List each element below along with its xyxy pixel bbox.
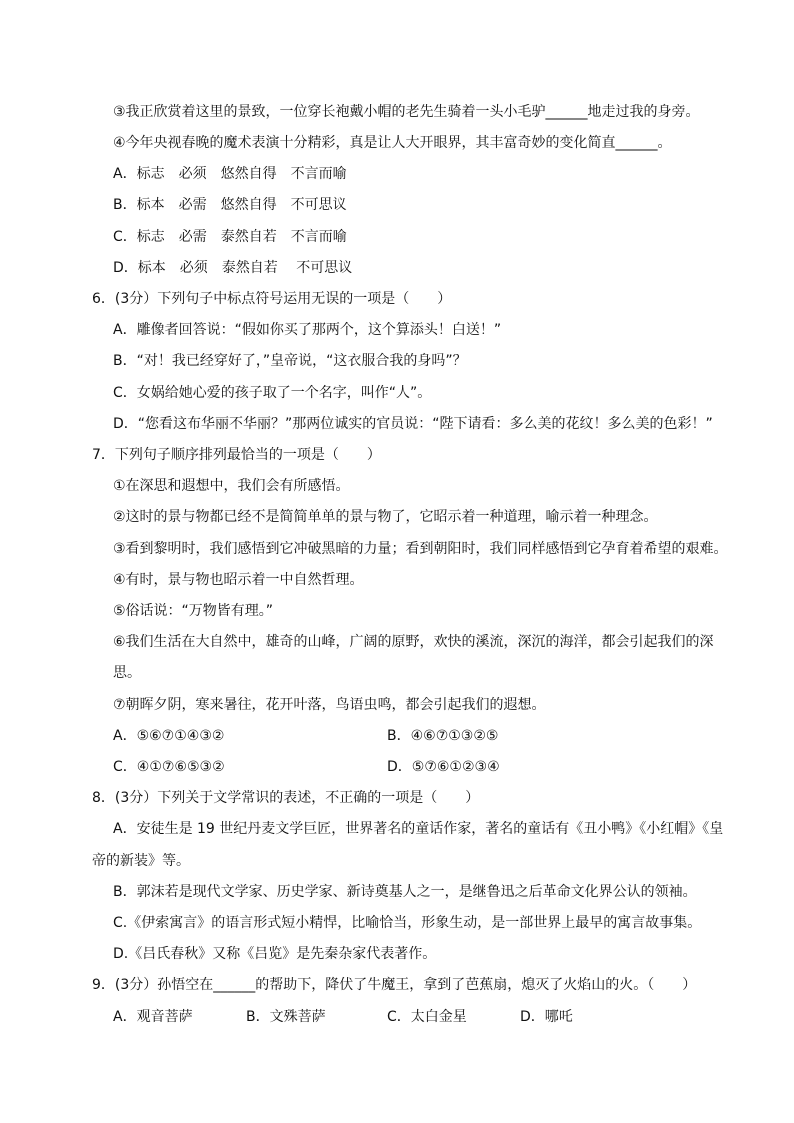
q7-sentence-2: ②这时的景与物都已经不是简简单单的景与物了，它昭示着一种道理，喻示着一种理念。 xyxy=(113,509,658,525)
q7-sentence-5: ⑤俗话说：“万物皆有理。” xyxy=(113,603,274,619)
q7-stem: 7．下列句子顺序排列最恰当的一项是（ ） xyxy=(92,447,381,463)
q7-option-a: A．⑤⑥⑦①④③② xyxy=(113,728,225,744)
q7-sentence-7: ⑦朝晖夕阴，寒来暑往，花开叶落，鸟语虫鸣，都会引起我们的遐想。 xyxy=(113,697,546,713)
q5-option-a: A．标志 必须 悠然自得 不言而喻 xyxy=(113,166,347,182)
q5-option-b: B．标本 必需 悠然自得 不可思议 xyxy=(113,197,347,213)
q6-option-a: A．雕像者回答说：“假如你买了那两个，这个算添头！白送！” xyxy=(113,322,502,338)
q5-sentence-3: ③我正欣赏着这里的景致，一位穿长袍戴小帽的老先生骑着一头小毛驴______地走过我的身旁。 xyxy=(113,104,700,120)
q5-option-c: C．标志 必需 泰然自若 不言而喻 xyxy=(113,229,347,245)
q7-sentence-4: ④有时，景与物也昭示着一中自然哲理。 xyxy=(113,572,364,588)
q6-option-d: D．“您看这布华丽不华丽？”那两位诚实的官员说：“陛下请看：多么美的花纹！多么美的色彩！” xyxy=(113,416,713,432)
q6-stem: 6．(3分）下列句子中标点符号运用无误的一项是（ ） xyxy=(92,291,452,307)
q7-option-b: B．④⑥⑦①③②⑤ xyxy=(387,728,499,744)
q7-sentence-6: ⑥我们生活在大自然中，雄奇的山峰，广阔的原野，欢快的溪流，深沉的海洋，都会引起我们的深 xyxy=(113,634,714,650)
q7-sentence-6-cont: 思。 xyxy=(113,665,141,681)
q6-option-b: B．“对！我已经穿好了，”皇帝说，“这衣服合我的身吗”？ xyxy=(113,353,467,369)
q5-option-d: D．标本 必须 泰然自若 不可思议 xyxy=(113,260,353,276)
q6-option-c: C．女娲给她心爱的孩子取了一个名字，叫作“人”。 xyxy=(113,385,432,401)
q7-sentence-3: ③看到黎明时，我们感悟到它冲破黑暗的力量；看到朝阳时，我们同样感悟到它孕育着希望的艰难。 xyxy=(113,541,728,557)
q8-option-a: A．安徒生是 19 世纪丹麦文学巨匠，世界著名的童话作家，著名的童话有《丑小鸭》《小红帽》《皇 xyxy=(113,821,724,837)
q7-sentence-1: ①在深思和遐想中，我们会有所感悟。 xyxy=(113,478,350,494)
q8-option-d: D.《吕氏春秋》又称《吕览》是先秦杂家代表著作。 xyxy=(113,946,437,962)
q9-option-d: D．哪吒 xyxy=(520,1009,573,1025)
q8-option-c: C.《伊索寓言》的语言形式短小精悍，比喻恰当，形象生动，是一部世界上最早的寓言故事集。 xyxy=(113,915,702,931)
q8-option-b: B．郭沫若是现代文学家、历史学家、新诗奠基人之一，是继鲁迅之后革命文化界公认的领袖。 xyxy=(113,884,697,900)
q8-option-a-cont: 帝的新装》等。 xyxy=(92,853,190,869)
q7-option-c: C．④①⑦⑥⑤③② xyxy=(113,759,225,775)
q7-option-d: D．⑤⑦⑥①②③④ xyxy=(387,759,500,775)
q9-option-c: C．太白金星 xyxy=(387,1009,467,1025)
q5-sentence-4: ④今年央视春晚的魔术表演十分精彩，真是让人大开眼界，其丰富奇妙的变化简直______。 xyxy=(113,135,672,151)
q8-stem: 8．(3分）下列关于文学常识的表述，不正确的一项是（ ） xyxy=(92,790,480,806)
q9-option-b: B．文殊菩萨 xyxy=(246,1009,326,1025)
q9-stem: 9．(3分）孙悟空在______的帮助下，降伏了牛魔王，拿到了芭蕉扇，熄灭了火焰山的火。（ ） xyxy=(92,977,697,993)
q9-option-a: A．观音菩萨 xyxy=(113,1009,193,1025)
